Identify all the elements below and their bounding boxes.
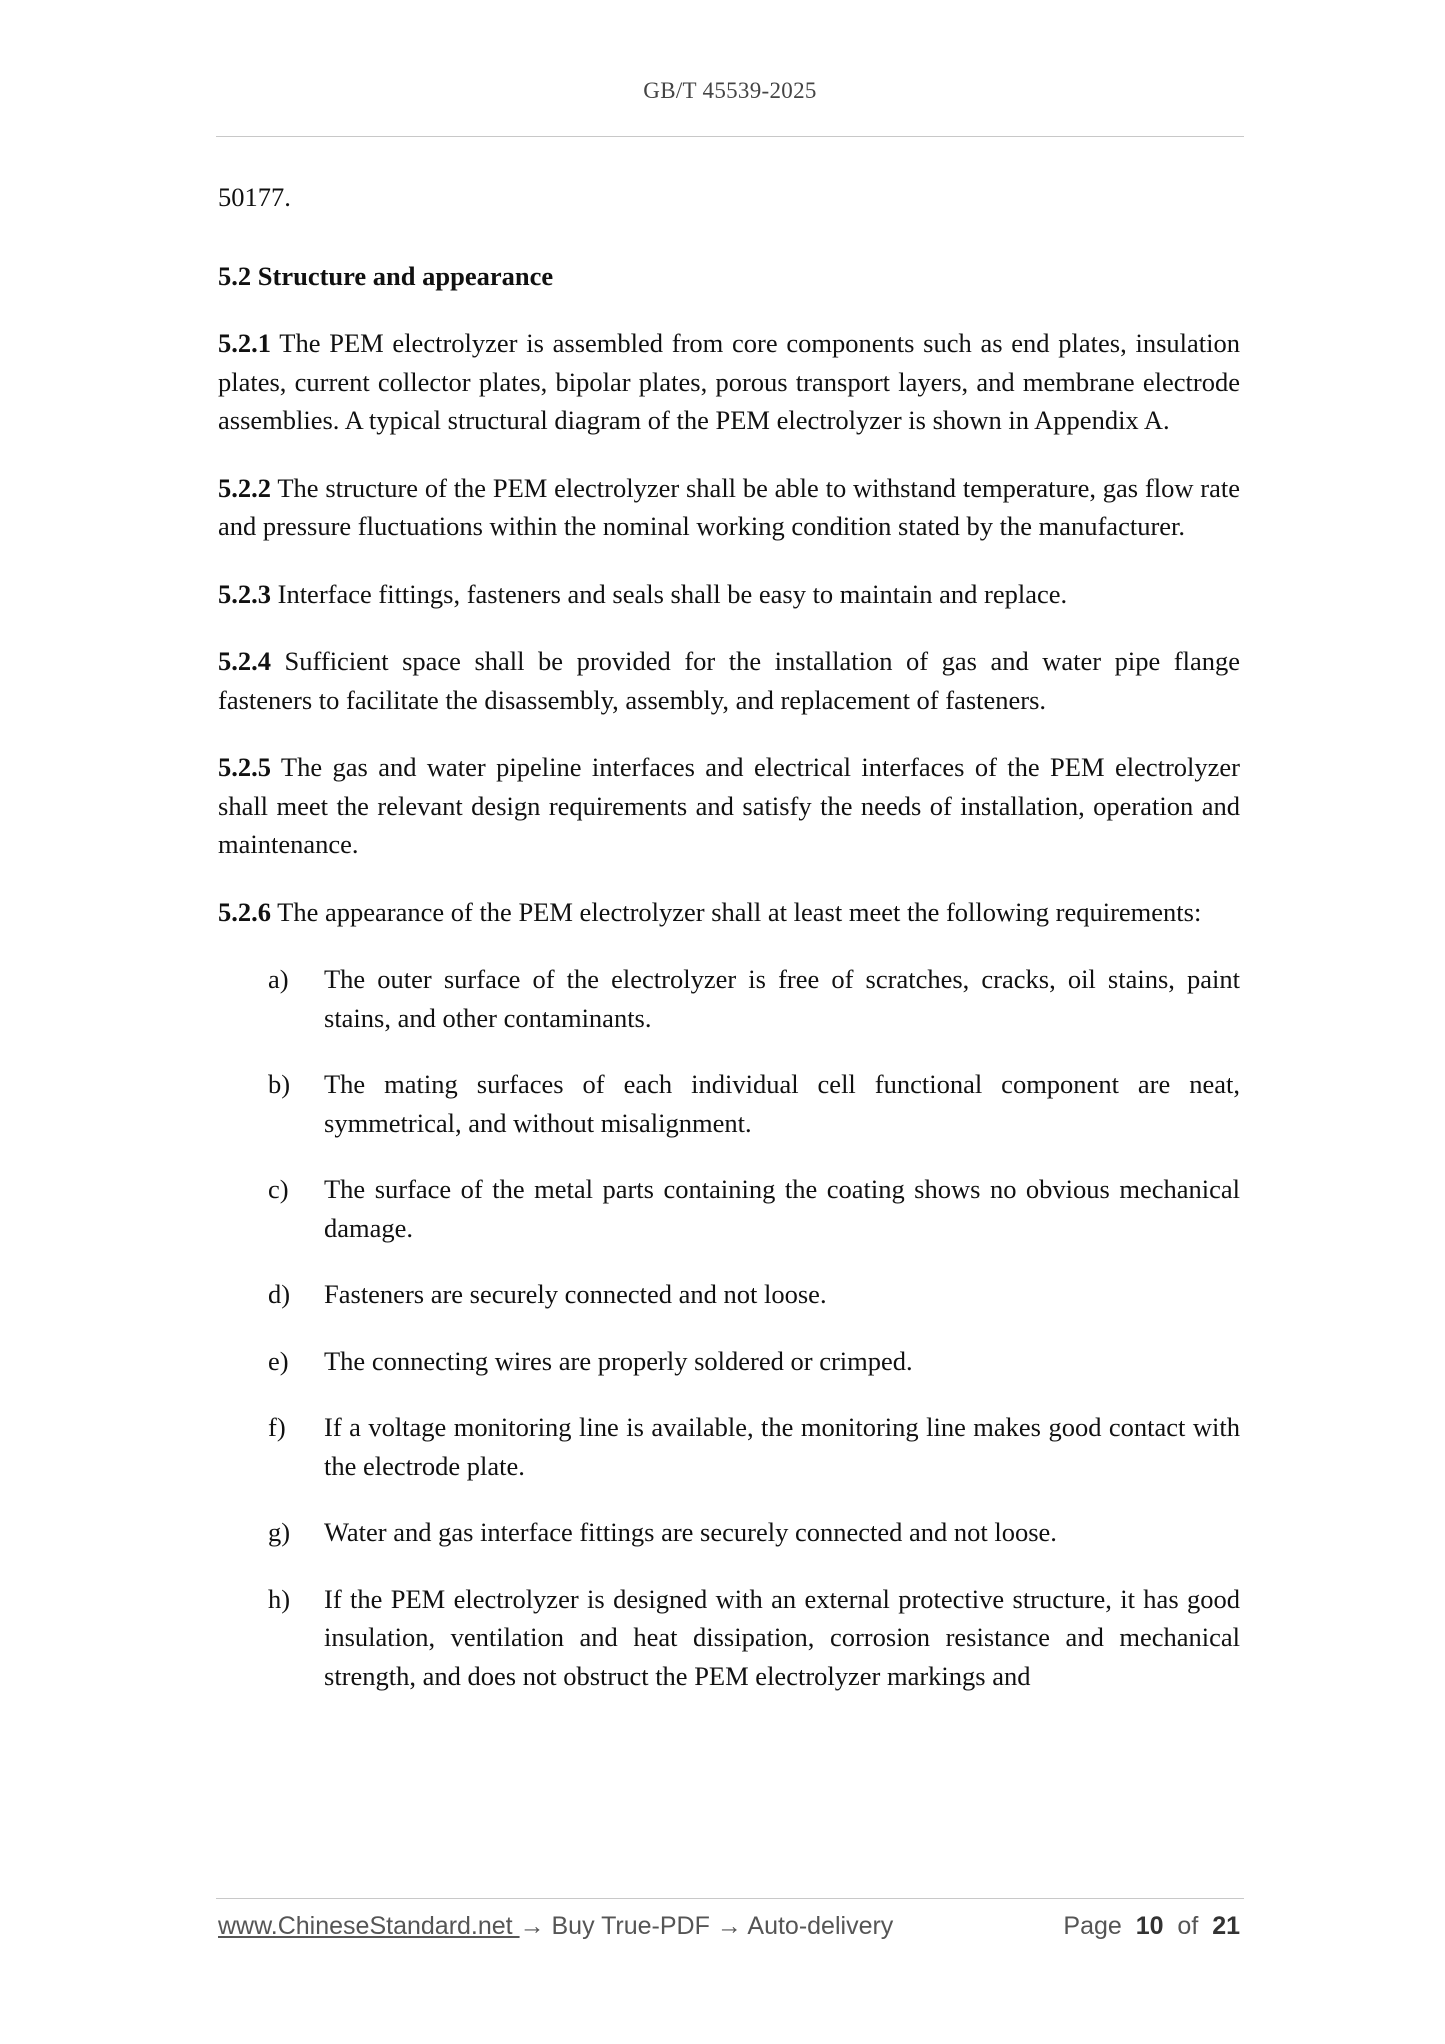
clause-5-2-2 [218,469,1240,546]
of-word: of [1177,1912,1199,1940]
list-marker: h) [268,1583,291,1614]
list-item [218,1170,1240,1247]
header-divider [216,136,1244,137]
list-marker: d) [268,1279,291,1309]
clause-number: 5.2.1 [218,328,271,358]
clause-text: The PEM electrolyzer is assembled from core components such as end plates, insulation plates, current collector plates, bipolar plates, porous transport layers, and membrane electrode assemblies. A typical structural diagram of the PEM electrolyzer is shown in Appendix A. [218,328,1240,435]
clause-text: The appearance of the PEM electrolyzer shall at least meet the following requirements: [271,896,1202,927]
clause-5-2-1 [218,324,1240,440]
clause-5-2-4 [218,642,1240,719]
list-item [218,960,1240,1037]
clause-text: The gas and water pipeline interfaces and electrical interfaces of the PEM electrolyzer shall meet the relevant design requirements and satisfy the needs of installation, operation and maintenance. [218,752,1240,859]
footer-divider [216,1898,1244,1899]
page-body [218,178,1240,1695]
clause-5-2-6 [218,893,1240,932]
clause-text: The structure of the PEM electrolyzer shall be able to withstand temperature, gas flow rate and pressure fluctuations within the nominal working condition stated by the manufacturer. [218,472,1240,541]
section-heading: 5.2 Structure and appearance [218,260,554,291]
list-item [218,1408,1240,1485]
list-item [218,1580,1240,1696]
clause-number: 5.2.5 [218,752,271,782]
clause-number: 5.2.4 [218,646,271,676]
clause-5-2-5 [218,748,1240,864]
clause-number: 5.2.6 [218,896,271,927]
clause-5-2-3 [218,575,1240,614]
clause-text: Interface fittings, fasteners and seals shall be easy to maintain and replace. [271,578,1068,609]
buy-text: Buy True-PDF [544,1912,717,1940]
delivery-text: Auto-delivery [741,1912,894,1940]
page-number: 10 [1135,1912,1164,1940]
list-marker: g) [268,1517,291,1547]
list-item [218,1065,1240,1142]
list-marker: c) [268,1174,289,1204]
page-counter [1063,1912,1240,1941]
list-marker: b) [268,1069,291,1099]
clause-number: 5.2.2 [218,472,271,503]
list-item-text: If the PEM electrolyzer is designed with an external protective structure, it has good insulation, ventilation and heat dissipation, corrosion resistance and mechanical strength, and does not obstruct the PEM electrolyzer markings and [324,1583,1240,1691]
page-total: 21 [1212,1912,1240,1940]
list-item-text: The outer surface of the electrolyzer is free of scratches, cracks, oil stains, paint stains, and other contaminants. [324,964,1240,1033]
list-item-text: The connecting wires are properly soldered or crimped. [324,1345,913,1376]
arrow-right-icon: → [716,1912,742,1940]
arrow-right-icon: → [519,1912,545,1940]
list-item-text: The surface of the metal parts containing the coating shows no obvious mechanical damage. [324,1174,1240,1243]
list-marker: e) [268,1345,289,1376]
continuation-text: 50177. [218,182,291,212]
list-item-text: Water and gas interface fittings are securely connected and not loose. [324,1517,1057,1547]
clause-number: 5.2.3 [218,578,271,609]
page-footer [218,1912,1240,1952]
list-item-text: Fasteners are securely connected and not loose. [324,1279,827,1309]
list-item-text: The mating surfaces of each individual cell functional component are neat, symmetrical, and without misalignment. [324,1069,1240,1138]
footer-left [218,1912,893,1941]
document-id-header: GB/T 45539-2025 [643,78,817,103]
clause-text: Sufficient space shall be provided for the installation of gas and water pipe flange fasteners to facilitate the disassembly, assembly, and replacement of fasteners. [218,646,1240,715]
list-item [218,1275,1240,1314]
list-item [218,1342,1240,1381]
list-marker: a) [268,964,289,994]
list-item-text: If a voltage monitoring line is available, the monitoring line makes good contact with the electrode plate. [324,1412,1240,1481]
site-link[interactable]: www.ChineseStandard.net [218,1912,520,1940]
appearance-requirements-list [218,960,1240,1695]
list-item [218,1513,1240,1552]
list-marker: f) [268,1412,286,1442]
page-word: Page [1063,1912,1122,1940]
